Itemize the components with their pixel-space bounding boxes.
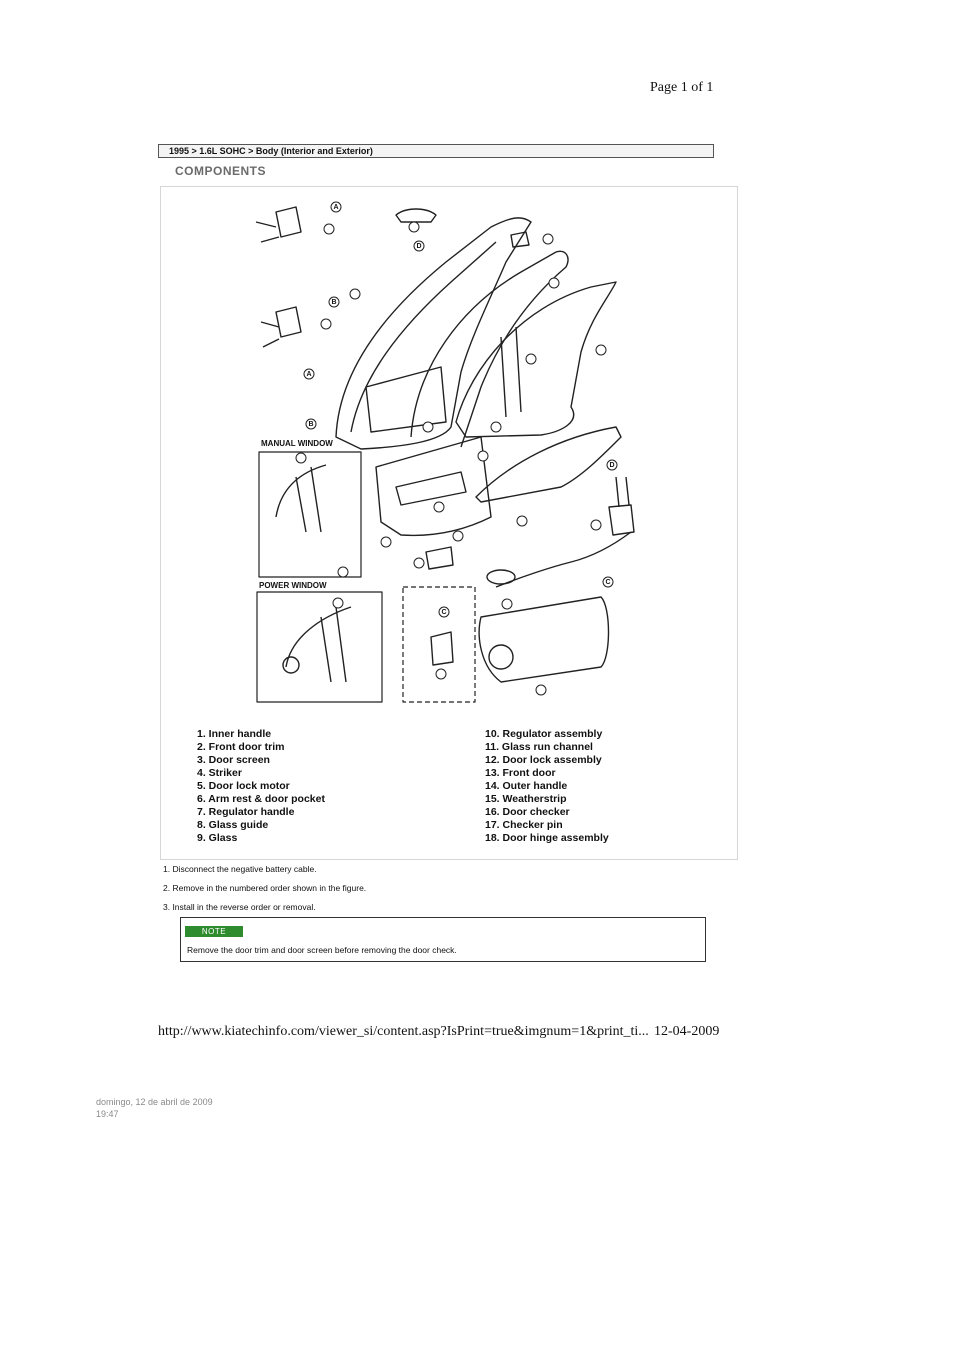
legend-item: 17. Checker pin — [485, 819, 563, 831]
section-title: COMPONENTS — [175, 164, 267, 178]
breadcrumb: 1995 > 1.6L SOHC > Body (Interior and Exterior) — [158, 144, 714, 158]
page-number: Page 1 of 1 — [650, 80, 714, 95]
legend-item: 6. Arm rest & door pocket — [197, 793, 325, 805]
capture-time: 19:47 — [96, 1109, 119, 1119]
callout-letter: B — [308, 421, 314, 428]
step-item: 2. Remove in the numbered order shown in the figure. — [163, 883, 367, 893]
legend-item: 3. Door screen — [197, 754, 270, 766]
legend-item: 13. Front door — [485, 767, 556, 779]
legend-item: 1. Inner handle — [197, 728, 272, 740]
power-window-label: POWER WINDOW — [259, 581, 327, 590]
capture-date: domingo, 12 de abril de 2009 — [96, 1097, 213, 1107]
legend-item: 2. Front door trim — [197, 741, 285, 753]
step-item: 3. Install in the reverse order or removal. — [163, 902, 316, 912]
legend-item: 16. Door checker — [485, 806, 570, 818]
step-item: 1. Disconnect the negative battery cable. — [163, 864, 317, 874]
legend-item: 15. Weatherstrip — [485, 793, 567, 805]
callout-letter: D — [416, 243, 422, 250]
legend-item: 9. Glass — [197, 832, 238, 844]
procedure-steps — [163, 860, 366, 917]
legend-item: 5. Door lock motor — [197, 780, 290, 792]
legend-item: 8. Glass guide — [197, 819, 269, 831]
legend-item: 7. Regulator handle — [197, 806, 295, 818]
note-text: Remove the door trim and door screen before removing the door check. — [187, 945, 457, 955]
footer-date: 12-04-2009 — [654, 1024, 720, 1039]
footer-url: http://www.kiatechinfo.com/viewer_si/content.asp?IsPrint=true&imgnum=1&print_ti... — [158, 1024, 649, 1039]
legend-item: 4. Striker — [197, 767, 242, 779]
callout-letter: D — [609, 462, 615, 469]
manual-window-label: MANUAL WINDOW — [261, 439, 333, 448]
callout-letter: A — [306, 371, 312, 378]
legend-left — [197, 728, 325, 845]
legend-item: 11. Glass run channel — [485, 741, 593, 753]
legend-right — [485, 728, 609, 845]
legend-item: 14. Outer handle — [485, 780, 568, 792]
legend-item: 18. Door hinge assembly — [485, 832, 609, 844]
legend-item: 10. Regulator assembly — [485, 728, 603, 740]
callout-letter: A — [333, 204, 339, 211]
legend-item: 12. Door lock assembly — [485, 754, 602, 766]
callout-letter: C — [441, 609, 447, 616]
capture-timestamp — [96, 1096, 213, 1120]
callout-letter: B — [331, 299, 337, 306]
note-badge: NOTE — [185, 926, 243, 937]
door-components-figure — [160, 186, 738, 860]
note-box — [180, 917, 706, 962]
callout-letter: C — [605, 579, 611, 586]
